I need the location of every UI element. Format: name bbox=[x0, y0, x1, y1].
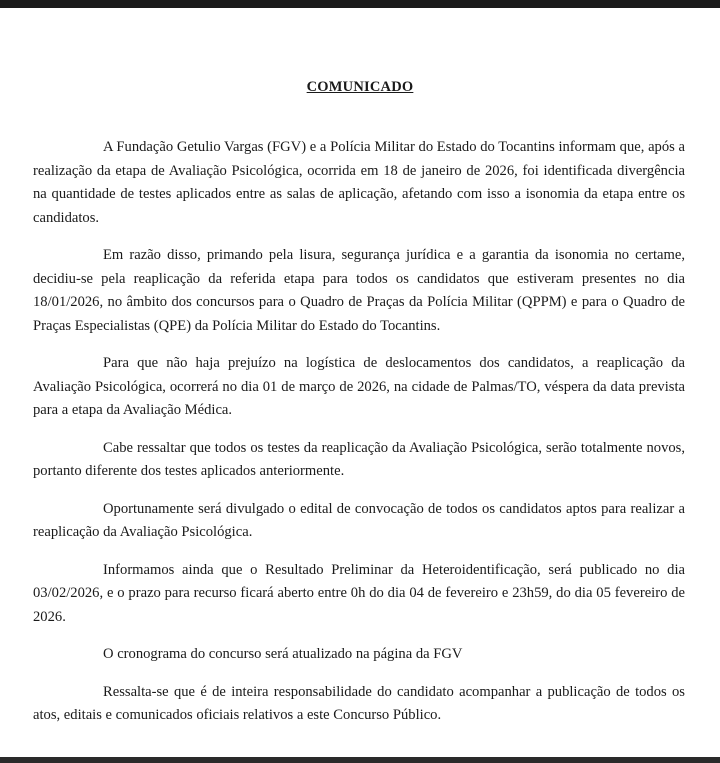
paragraph-7: O cronograma do concurso será atualizado na página da FGV bbox=[103, 646, 463, 662]
paragraph-4: Cabe ressaltar que todos os testes da reaplicação da Avaliação Psicológica, serão totalmente novos, portanto diferente dos testes aplicados anteriormente. bbox=[33, 439, 685, 479]
document-body bbox=[33, 136, 685, 742]
paragraph-5: Oportunamente será divulgado o edital de convocação de todos os candidatos aptos para realizar a reaplicação da Avaliação Psicológica. bbox=[33, 500, 685, 540]
paragraph-8: Ressalta-se que é de inteira responsabilidade do candidato acompanhar a publicação de todos os atos, editais e comunicados oficiais relativos a este Concurso Público. bbox=[33, 683, 685, 723]
paragraph-2: Em razão disso, primando pela lisura, segurança jurídica e a garantia da isonomia no certame, decidiu-se pela reaplicação da referida etapa para todos os candidatos que estiveram presentes no dia 18/01/2026, no âmbito dos concursos para o Quadro de Praças da Polícia Militar (QPPM) e para o Quadro de Praças Especialistas (QPE) da Polícia Militar do Estado do Tocantins. bbox=[33, 247, 685, 334]
paragraph-3: Para que não haja prejuízo na logística de deslocamentos dos candidatos, a reaplicação da Avaliação Psicológica, ocorrerá no dia 01 de março de 2026, na cidade de Palmas/TO, véspera da data prevista para a etapa da Avaliação Médica. bbox=[33, 355, 685, 418]
document-title: COMUNICADO bbox=[306, 79, 414, 95]
bottom-edge-bar bbox=[0, 757, 720, 763]
paragraph-1: A Fundação Getulio Vargas (FGV) e a Polícia Militar do Estado do Tocantins informam que, após a realização da etapa de Avaliação Psicológica, ocorrida em 18 de janeiro de 2026, foi identificada divergência na quantidade de testes aplicados entre as salas de aplicação, afetando com isso a isonomia da etapa entre os candidatos. bbox=[33, 139, 685, 226]
paragraph-6: Informamos ainda que o Resultado Preliminar da Heteroidentificação, será publicado no dia 03/02/2026, e o prazo para recurso ficará aberto entre 0h do dia 04 de fevereiro e 23h59, do dia 05 fevereiro de 2026. bbox=[33, 561, 685, 625]
top-edge-bar bbox=[0, 0, 720, 8]
